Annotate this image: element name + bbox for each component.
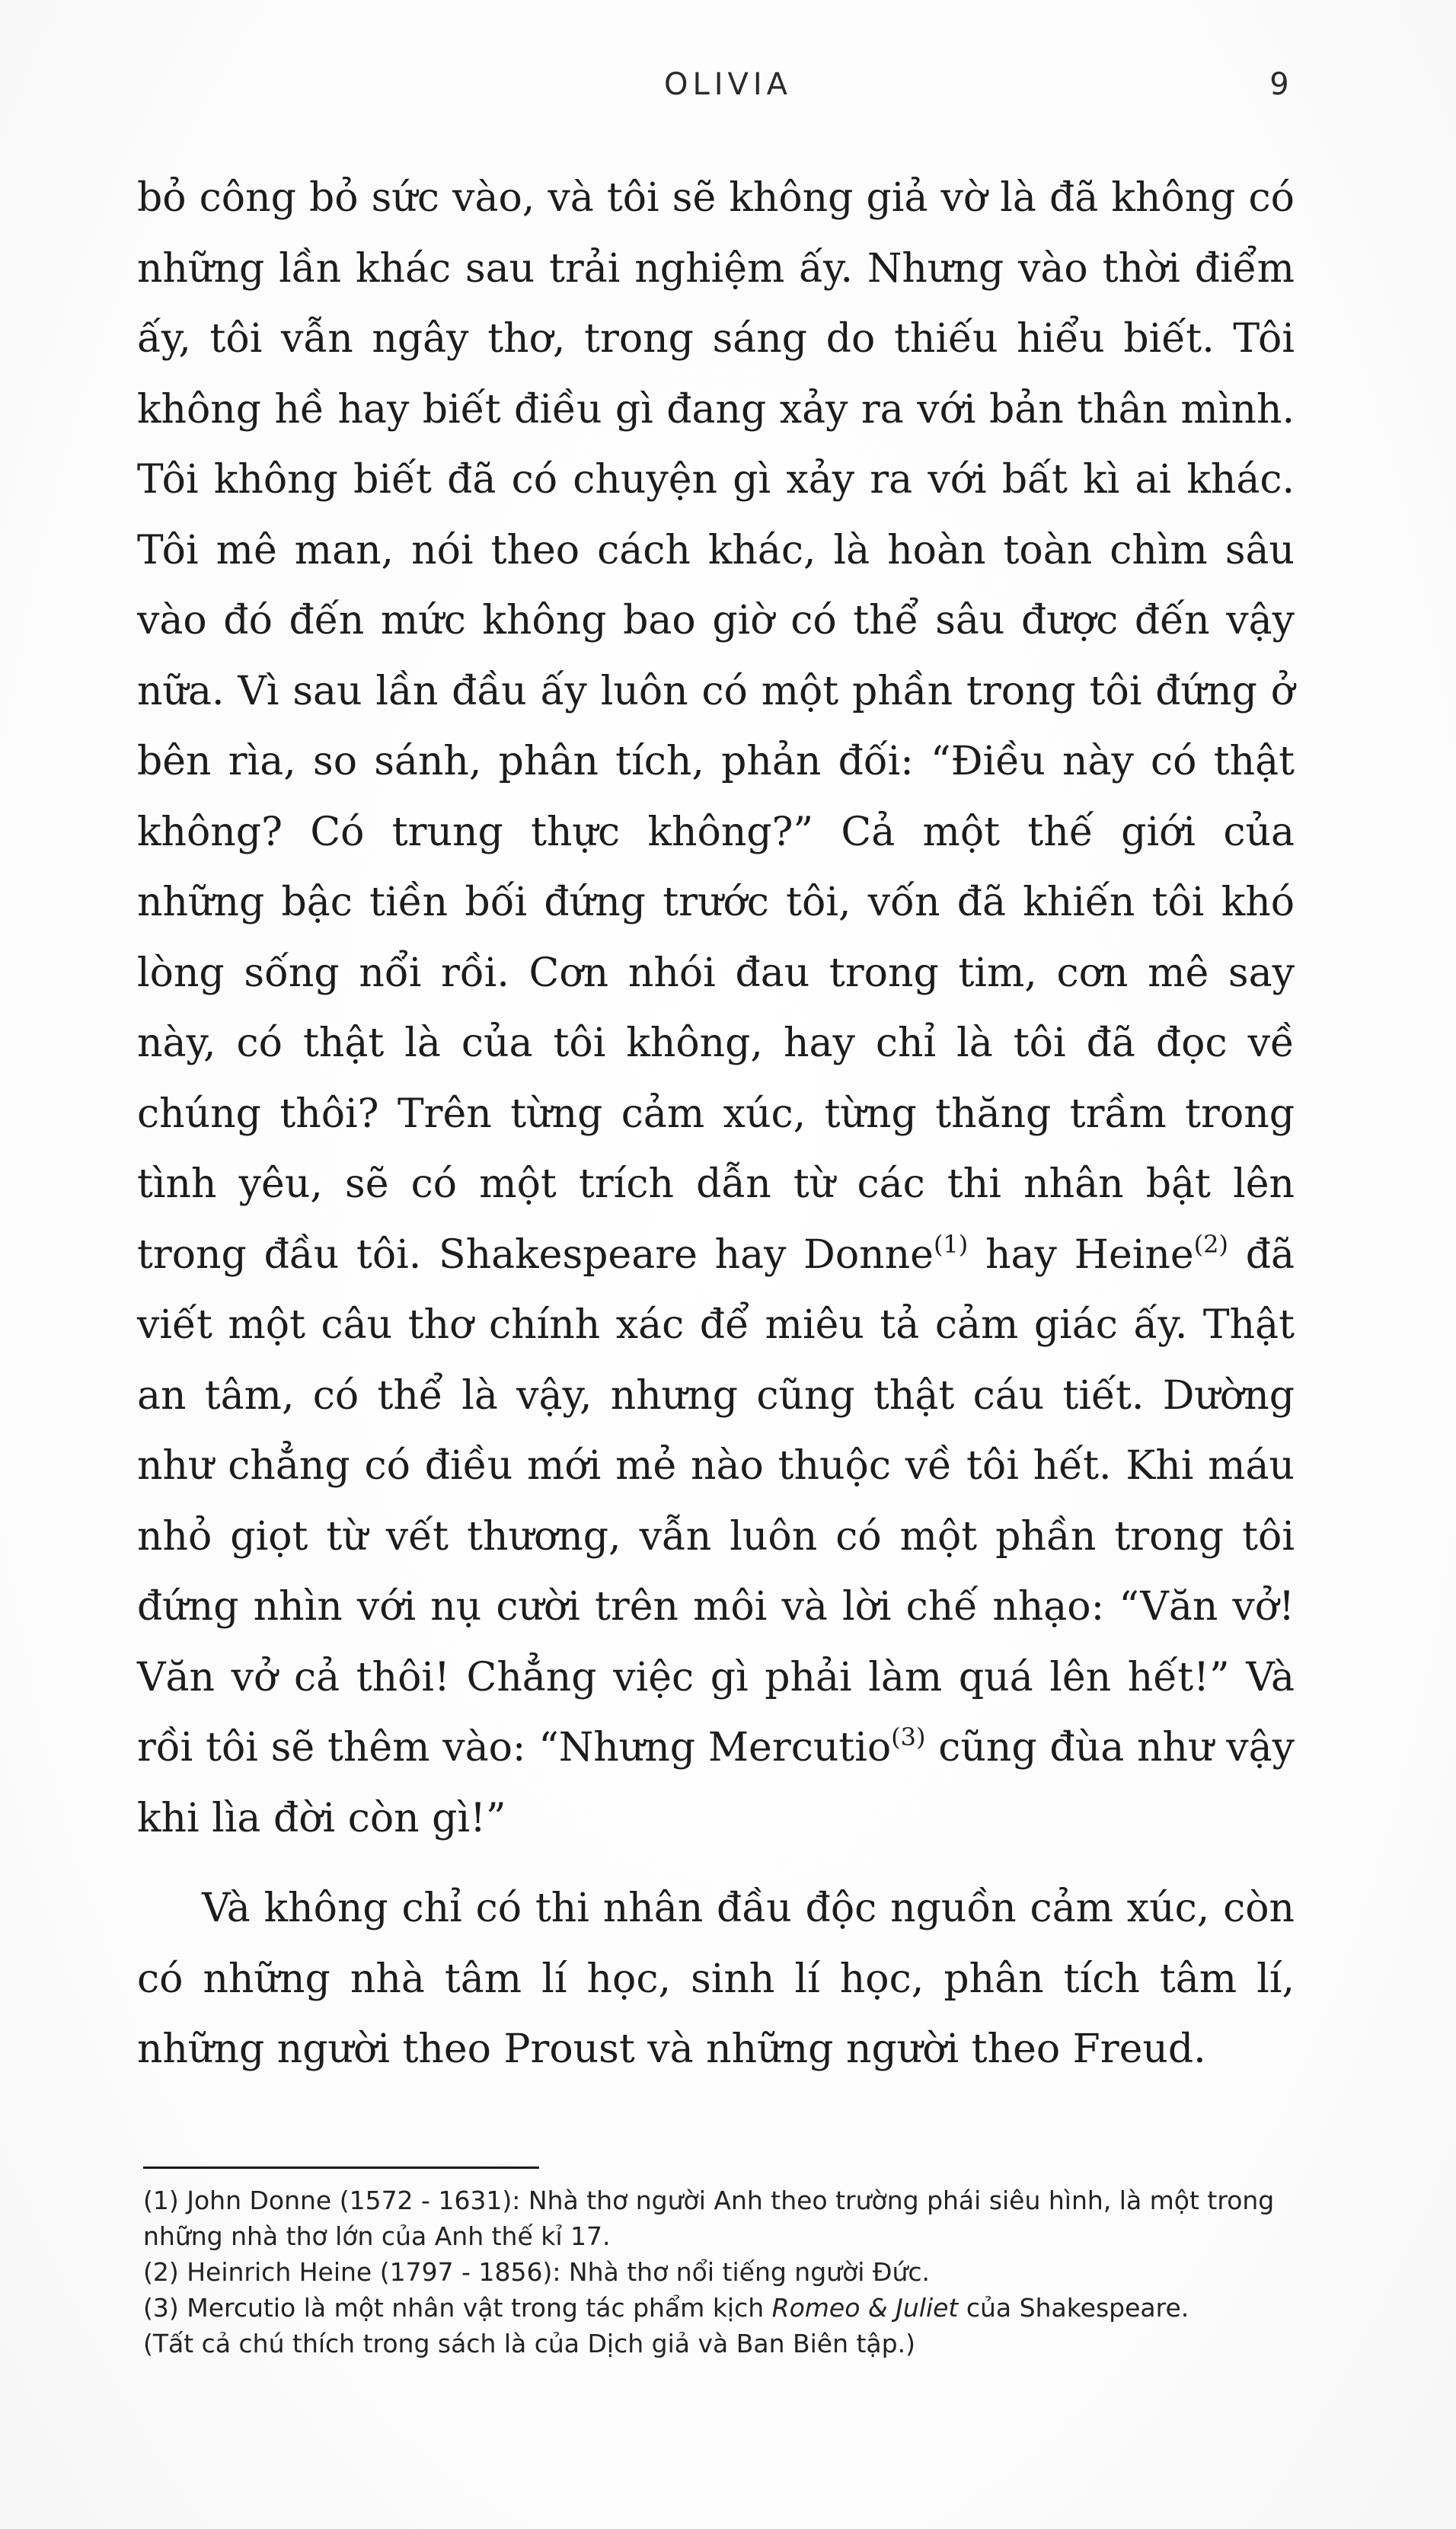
running-head [0, 67, 1456, 113]
footnote-1: (1) John Donne (1572 - 1631): Nhà thơ người Anh theo trường phái siêu hình, là một trong những nhà thơ lớn của Anh thế kỉ 17. [143, 2186, 1275, 2251]
footnote-ref-3: (3) [891, 1723, 926, 1751]
paragraph-1-part-3: đã viết một câu thơ chính xác để miêu tả cảm giác ấy. Thật an tâm, có thể là vậy, nhưng cũng thật cáu tiết. Dường như chẳng có điều mới mẻ nào thuộc về tôi hết. Khi máu nhỏ giọt từ vết thương, vẫn luôn có một phần trong tôi đứng nhìn với nụ cười trên môi và lời chế nhạo: “Văn vở! Văn vở cả thôi! Chẳng việc gì phải làm quá lên hết!” Và rồi tôi sẽ thêm vào: “Nhưng Mercutio [137, 1231, 1295, 1771]
footnote-3-text-before: (3) Mercutio là một nhân vật trong tác phẩm kịch [143, 2293, 772, 2323]
footnote-3 [143, 2290, 1307, 2326]
paragraph-1-part-4: cũng đùa như vậy khi lìa đời còn gì!” [137, 1725, 1295, 1841]
paragraph-2: Và không chỉ có thi nhân đầu độc nguồn cảm xúc, còn có những nhà tâm lí học, sinh lí học, phân tích tâm lí, những người theo Proust và những người theo Freud. [137, 1886, 1295, 2072]
translator-note: (Tất cả chú thích trong sách là của Dịch giả và Ban Biên tập.) [143, 2329, 915, 2358]
page-number: 9 [1269, 67, 1289, 102]
paragraph-1-part-2: hay Heine [968, 1231, 1194, 1278]
paragraph-1 [137, 163, 1295, 1854]
footnote-3-work-title: Romeo & Juliet [771, 2293, 959, 2323]
paragraph-1-part-1: bỏ công bỏ sức vào, và tôi sẽ không giả vờ là đã không có những lần khác sau trải nghiệm ấy. Nhưng vào thời điểm ấy, tôi vẫn ngây thơ, trong sáng do thiếu hiểu biết. Tôi không hề hay biết điều gì đang xảy ra với bản thân mình. Tôi không biết đã có chuyện gì xảy ra với bất kì ai khác. Tôi mê man, nói theo cách khác, là hoàn toàn chìm sâu vào đó đến mức không bao giờ có thể sâu được đến vậy nữa. Vì sau lần đầu ấy luôn có một phần trong tôi đứng ở bên rìa, so sánh, phân tích, phản đối: “Điều này có thật không? Có trung thực không?” Cả một thế giới của những bậc tiền bối đứng trước tôi, vốn đã khiến tôi khó lòng sống nổi rồi. Cơn nhói đau trong tim, cơn mê say này, có thật là của tôi không, hay chỉ là tôi đã đọc về chúng thôi? Trên từng cảm xúc, từng thăng trầm trong tình yêu, sẽ có một trích dẫn từ các thi nhân bật lên trong đầu tôi. Shakespeare hay Donne [137, 175, 1295, 1278]
footnote-ref-1: (1) [933, 1229, 969, 1259]
footnote-2: (2) Heinrich Heine (1797 - 1856): Nhà thơ nổi tiếng người Đức. [143, 2257, 931, 2287]
footnote-3-text-after: của Shakespeare. [958, 2293, 1189, 2323]
footnotes [143, 2183, 1307, 2361]
body-text [137, 163, 1295, 2085]
footnote-divider [143, 2167, 539, 2169]
footnote-ref-2: (2) [1193, 1229, 1228, 1259]
running-title: OLIVIA [663, 67, 793, 102]
